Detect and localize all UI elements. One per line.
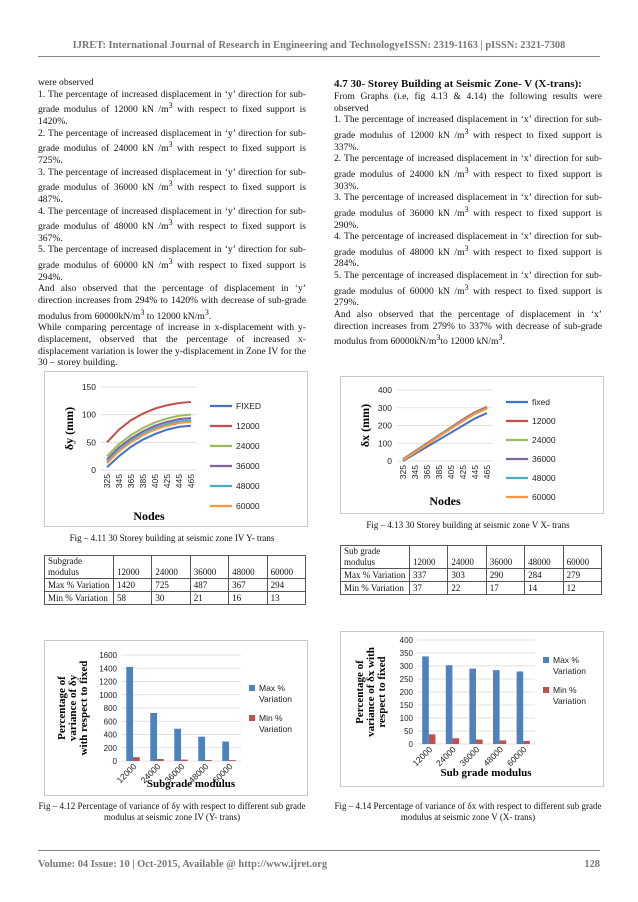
table-cell: 13 [267,592,305,605]
y-tick-label: 200 [377,420,392,431]
row-header-cell: Max % Variation [45,579,114,592]
y-tick-label: 400 [377,385,392,395]
bar-min [429,734,436,744]
x-tick-label: 425 [162,474,172,489]
table-row [341,569,602,582]
section-heading: 4.7 30- Storey Building at Seismic Zone- V (X-trans): [334,78,582,90]
bar-min [181,760,188,761]
table-cell: 367 [229,579,267,592]
y-tick-label: 0 [91,465,96,475]
legend-label: 12000 [532,416,556,426]
x-tick-label: 385 [434,465,444,480]
bar-chart-fig-4-12 [45,641,307,795]
right-column-text [334,77,602,348]
footer [38,859,600,870]
right-para: And also observed that the percentage of displacement in ‘x’ direction increases from 279% to 337% with decrease of sub-grade modulus from $60000kN/m^3to$ 12000 $kN/m^3$. [334,309,602,348]
legend-label: Max % [553,655,579,665]
table-row [45,592,306,605]
bar-min [452,738,459,744]
bar-min [476,740,483,744]
y-tick-label: 300 [399,662,413,671]
x-tick-label: 365 [126,474,136,489]
legend-swatch [543,687,549,693]
legend-label: 60000 [236,501,260,511]
table-cell: 290 [486,569,524,582]
table-cell: 725 [152,579,190,592]
bar-max [126,667,133,761]
bar-min [205,760,212,761]
row-header-cell: Max % Variation [341,569,410,582]
x-tick-label: 465 [186,474,196,489]
legend-label-line2: Variation [553,666,586,676]
right-para: 4. The percentage of increased displacement in ‘x’ direction for sub-grade modulus of 48000 kN $/m^3$ with respect to fixed support is 284%. [334,231,602,270]
bar-max [446,665,453,744]
table-cell: 60000 [563,546,601,569]
row-header-cell: Sub grade modulus [341,546,410,569]
table-cell: 12000 [410,546,448,569]
legend-label: 48000 [532,473,556,483]
table-cell: 17 [486,582,524,595]
y-tick-label: 100 [377,438,392,449]
table-cell: 60000 [267,556,305,579]
legend-swatch [249,715,255,721]
x-axis-title: Nodes [133,509,165,523]
table-cell: 30 [152,592,190,605]
x-tick-label: 36000 [162,761,187,786]
table-cell: 487 [190,579,228,592]
bar-max [469,669,476,744]
y-tick-label: 300 [377,402,392,413]
x-tick-label: 345 [114,474,124,489]
y-tick-label: 350 [399,649,413,658]
y-tick-label: 50 [404,727,413,736]
data-table-zone-v [340,545,602,595]
y-tick-label: 250 [399,675,413,684]
y-tick-label: 800 [103,704,117,713]
bar-min [500,740,507,744]
table-cell: 24000 [152,556,190,579]
x-tick-label: 425 [458,465,468,480]
legend-label-line2: Variation [553,696,586,706]
bar-max [517,671,524,744]
table-cell: 294 [267,579,305,592]
left-para: 3. The percentage of increased displacement in ‘y’ direction for sub-grade modulus of 36000 kN $/m^3$ with respect to fixed support is 487%. [38,166,306,205]
series-line-fixed [403,413,487,461]
y-axis-title-line: Percentage of [354,660,366,724]
x-axis-title: Subgrade modulus [146,778,236,790]
y-tick-label: 1400 [99,664,117,674]
figure-4-13-frame [340,376,604,514]
y-tick-label: 0 [387,456,392,466]
y-tick-label: 100 [399,714,413,723]
right-para: From Graphs (i.e, fig 4.13 & 4.14) the following results were observed [334,91,602,114]
y-tick-label: 1000 [99,690,117,700]
data-table-zone-iv [44,555,306,605]
left-para: And also observed that the percentage of displacement in ‘y’ direction increases from 294% to 1420% with decrease of sub-grade modulus from $60000kN/m^3$ to 12000 $kN/m^3$. [38,283,306,322]
y-tick-label: 50 [86,437,96,448]
table-cell: 24000 [448,546,486,569]
table-cell: 58 [114,592,152,605]
table-cell: 14 [525,582,563,595]
y-axis-title-line: variance of δy [67,674,79,742]
x-tick-label: 445 [470,465,480,480]
table-cell: 16 [229,592,267,605]
footer-volume: Volume: 04 Issue: 10 | Oct-2015, Available @ http://www.ijret.org [38,859,328,870]
y-axis-title-line: variance of δx with [365,647,377,737]
bar-max [198,737,205,761]
table-cell: 337 [410,569,448,582]
y-tick-label: 400 [103,730,117,740]
right-para: 2. The percentage of increased displacement in ‘x’ direction for sub-grade modulus of 24000 kN $/m^3$ with respect to fixed support is 303%. [334,153,602,192]
table-cell: 48000 [525,546,563,569]
x-tick-label: 60000 [210,761,235,786]
table-cell: 22 [448,582,486,595]
row-header-cell: Min % Variation [45,592,114,605]
x-tick-label: 365 [422,465,432,480]
right-para: 1. The percentage of increased displacement in ‘x’ direction for sub-grade modulus of 12000 kN $/m^3$ with respect to fixed support is 337%. [334,114,602,153]
legend-label: 36000 [236,461,260,471]
legend-label: Min % [553,685,577,695]
left-para: were observed [38,77,94,88]
table-cell: 12000 [114,556,152,579]
table-cell: 21 [190,592,228,605]
y-axis-title-line: with respect to fixed [78,660,90,756]
figure-4-14-frame [340,631,604,787]
legend-label: Max % [259,683,285,693]
footer-rule [38,850,600,851]
bar-min [157,759,164,761]
x-tick-label: 60000 [504,744,529,769]
legend-label-line2: Variation [259,694,292,704]
left-para: 4. The percentage of increased displacement in ‘y’ direction for sub-grade modulus of 48000 kN $/m^3$ with respect to fixed support is 367%. [38,205,306,244]
x-tick-label: 325 [398,465,408,480]
line-chart-fig-4-13 [341,377,603,513]
x-tick-label: 385 [138,474,148,489]
journal-header: IJRET: International Journal of Research in Engineering and TechnologyeISSN: 2319-1163 | pISSN: 2321-7308 [72,40,566,51]
table-row [45,579,306,592]
header-rule [38,56,600,57]
y-tick-label: 1600 [99,651,117,660]
left-para: 1. The percentage of increased displacement in ‘y’ direction for sub-grade modulus of 12000 kN $/m^3$ with respect to fixed support is 1420%. [38,88,306,127]
left-para: While comparing percentage of increase in x-displacement with y- displacement, observed that the percentage of increased x- displacement variation is lower the y-displacement in Zone IV for the 30 – storey building. [38,322,306,369]
row-header-cell: Min % Variation [341,582,410,595]
legend-label: 36000 [532,454,556,464]
table-cell: 37 [410,582,448,595]
left-column-text [38,77,306,369]
bar-min [523,741,530,744]
x-tick-label: 405 [446,465,456,480]
legend-label: 48000 [236,481,260,491]
table-cell: 48000 [229,556,267,579]
legend-swatch [543,657,549,663]
legend-label: FIXED [236,401,262,411]
y-tick-label: 0 [408,740,413,749]
y-tick-label: 100 [81,409,96,420]
x-tick-label: 24000 [138,761,163,786]
figure-caption: Fig – 4.12 Percentage of variance of δy with respect to different sub grade modulus at seismic zone IV (Y- trans) [38,801,306,822]
bar-chart-fig-4-14 [341,632,603,786]
y-tick-label: 150 [399,701,413,710]
left-para: 2. The percentage of increased displacement in ‘y’ direction for sub-grade modulus of 24000 kN $/m^3$ with respect to fixed support is 725%. [38,127,306,166]
legend-label: 24000 [236,441,260,451]
line-chart-fig-4-11 [45,372,307,526]
bar-min [133,757,140,761]
x-tick-label: 36000 [457,744,482,769]
figure-4-11-frame [44,371,308,527]
x-axis-title: Nodes [429,494,461,508]
row-header-cell: Subgrade modulus [45,556,114,579]
table-cell: 36000 [190,556,228,579]
legend-label: 24000 [532,435,556,445]
figure-caption: Fig – 4.14 Percentage of variance of δx with respect to different sub grade modulus at seismic zone V (X- trans) [334,801,602,822]
table-row [45,556,306,579]
y-tick-label: 150 [81,382,96,392]
legend-label: 12000 [236,421,260,431]
y-axis-title-line: Percentage of [56,676,68,740]
bar-max [222,742,229,761]
series-line-60000 [403,409,487,460]
table-cell: 284 [525,569,563,582]
x-tick-label: 445 [174,474,184,489]
x-axis-title: Sub grade modulus [440,767,532,779]
y-tick-label: 600 [103,717,117,727]
x-tick-label: 405 [150,474,160,489]
table-cell: 36000 [486,546,524,569]
x-tick-label: 345 [410,465,420,480]
y-axis-title: δx (mm) [358,403,372,448]
right-para: 5. The percentage of increased displacement in ‘x’ direction for sub-grade modulus of 60000 kN $/m^3$ with respect to fixed support is 279%. [334,270,602,309]
table-cell: 1420 [114,579,152,592]
y-tick-label: 400 [399,636,413,645]
y-axis-title-line: respect to fixed [376,656,388,728]
x-tick-label: 465 [482,465,492,480]
bar-max [422,656,429,744]
table-cell: 12 [563,582,601,595]
table-cell: 279 [563,569,601,582]
y-tick-label: 1200 [99,677,117,687]
page-number: 128 [584,859,600,870]
y-tick-label: 0 [112,757,117,766]
x-tick-label: 12000 [410,744,435,769]
y-tick-label: 200 [399,688,413,697]
x-tick-label: 48000 [186,761,211,786]
bar-max [174,729,181,761]
bar-max [150,713,157,761]
legend-label-line2: Variation [259,724,292,734]
y-axis-title: δy (mm) [62,406,76,451]
table-row [341,546,602,569]
figure-4-12-frame [44,640,308,796]
figure-caption: Fig – 4.13 30 Storey building at seismic zone V X- trans [366,520,570,530]
x-tick-label: 48000 [481,744,506,769]
bar-max [493,670,500,744]
legend-label: fixed [532,397,550,407]
bar-min [229,760,236,761]
legend-label: 60000 [532,492,556,502]
x-tick-label: 24000 [434,744,458,769]
x-tick-label: 12000 [114,761,139,786]
table-row [341,582,602,595]
y-tick-label: 200 [103,743,117,753]
legend-label: Min % [259,713,283,723]
right-para: 3. The percentage of increased displacement in ‘x’ direction for sub-grade modulus of 36000 kN $/m^3$ with respect to fixed support is 290%. [334,192,602,231]
x-tick-label: 325 [102,474,112,489]
figure-caption: Fig – 4.11 30 Storey building at seismic zone IV Y- trans [69,533,275,543]
legend-swatch [249,685,255,691]
table-cell: 303 [448,569,486,582]
left-para: 5. The percentage of increased displacement in ‘y’ direction for sub-grade modulus of 60000 kN $/m^3$ with respect to fixed support is 294%. [38,244,306,283]
